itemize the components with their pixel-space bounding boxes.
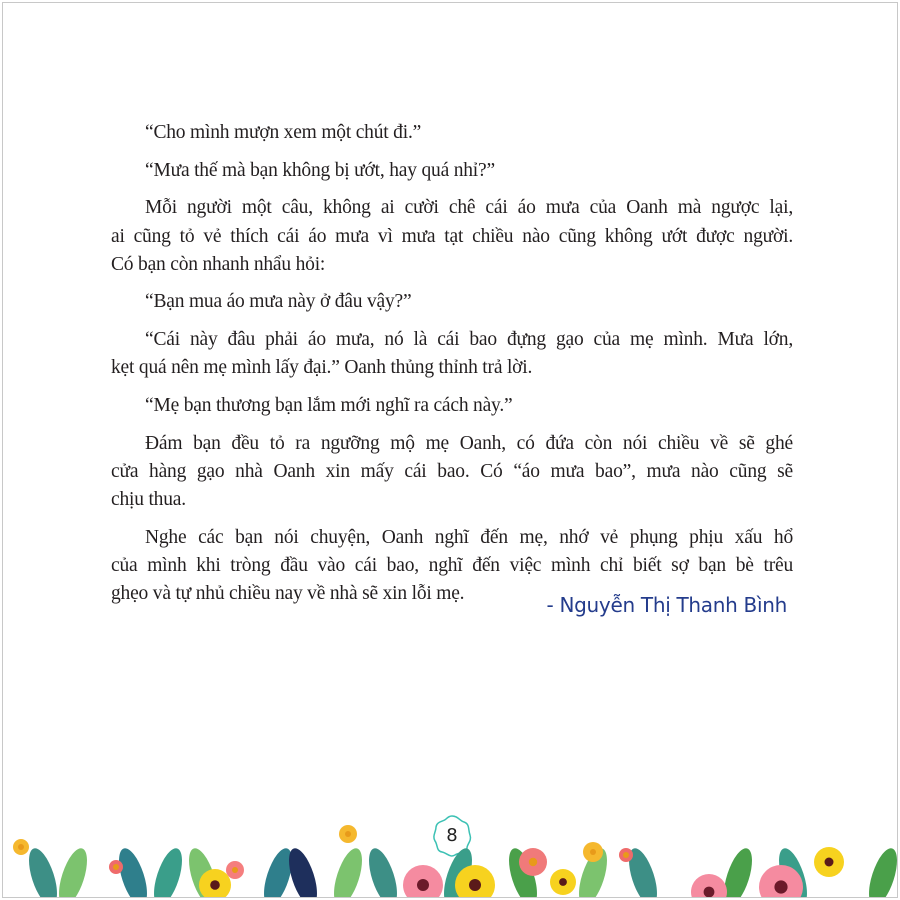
flower-center-icon	[559, 878, 567, 886]
flower-border	[3, 817, 900, 897]
leaf-icon	[148, 845, 187, 897]
flower-center-icon	[704, 887, 715, 897]
paragraph	[111, 288, 793, 316]
text-line: “Bạn mua áo mưa này ở đâu vậy?”	[145, 291, 412, 313]
flower-center-icon	[469, 879, 481, 891]
leaf-icon	[363, 845, 402, 897]
flower-center-icon	[345, 831, 351, 837]
flower-center-icon	[210, 880, 220, 890]
flower-center-icon	[113, 864, 119, 870]
flower-center-icon	[417, 879, 429, 891]
flower-center-icon	[623, 852, 629, 858]
paragraph	[111, 430, 793, 515]
text-line: chịu thua.	[111, 489, 186, 511]
flower-center-icon	[590, 849, 596, 855]
book-page	[2, 2, 898, 898]
text-line: Mỗi người một câu, không ai cười chê cái áo mưa của Oanh mà ngược lại,	[145, 197, 793, 219]
paragraph	[111, 194, 793, 279]
paragraph	[111, 157, 793, 185]
text-line: ghẹo và tự nhủ chiều nay về nhà sẽ xin lỗi mẹ.	[111, 583, 465, 605]
leaf-icon	[328, 845, 367, 897]
text-line: “Mẹ bạn thương bạn lắm mới nghĩ ra cách này.”	[145, 395, 513, 416]
flower-center-icon	[825, 858, 834, 867]
paragraph	[111, 326, 793, 382]
text-line: Có bạn còn nhanh nhẩu hỏi:	[111, 253, 326, 275]
text-line: cửa hàng gạo nhà Oanh xin mấy cái bao. Có “áo mưa bao”, mưa nào cũng sẽ	[111, 460, 793, 482]
text-line: “Cho mình mượn xem một chút đi.”	[145, 122, 422, 143]
flower-center-icon	[18, 844, 24, 850]
text-line: ai cũng tỏ vẻ thích cái áo mưa vì mưa tạt chiều nào cũng không ướt được người.	[111, 225, 793, 247]
leaf-icon	[53, 845, 92, 897]
leaf-icon	[23, 845, 62, 897]
leaf-icon	[863, 845, 900, 897]
text-line: “Mưa thế mà bạn không bị ướt, hay quá nhỉ?”	[145, 159, 495, 181]
flower-center-icon	[529, 858, 537, 866]
paragraph	[111, 392, 793, 420]
text-line: của mình khi tròng đầu vào cái bao, nghĩ đến việc mình chỉ biết sợ bạn bè trêu	[111, 554, 793, 576]
flower-center-icon	[232, 867, 238, 873]
paragraph	[111, 119, 793, 147]
text-line: “Cái này đâu phải áo mưa, nó là cái bao đựng gạo của mẹ mình. Mưa lớn,	[145, 329, 793, 351]
story-text	[111, 119, 793, 618]
page-number: 8	[446, 825, 458, 846]
text-line: kẹt quá nên mẹ mình lấy đại.” Oanh thủng thỉnh trả lời.	[111, 357, 533, 379]
text-line: Đám bạn đều tỏ ra ngưỡng mộ mẹ Oanh, có đứa còn nói chiều về sẽ ghé	[145, 432, 793, 454]
flower-center-icon	[774, 880, 787, 893]
author-signature: - Nguyễn Thị Thanh Bình	[546, 593, 787, 617]
text-line: Nghe các bạn nói chuyện, Oanh nghĩ đến mẹ, nhớ vẻ phụng phịu xấu hổ	[145, 526, 793, 548]
